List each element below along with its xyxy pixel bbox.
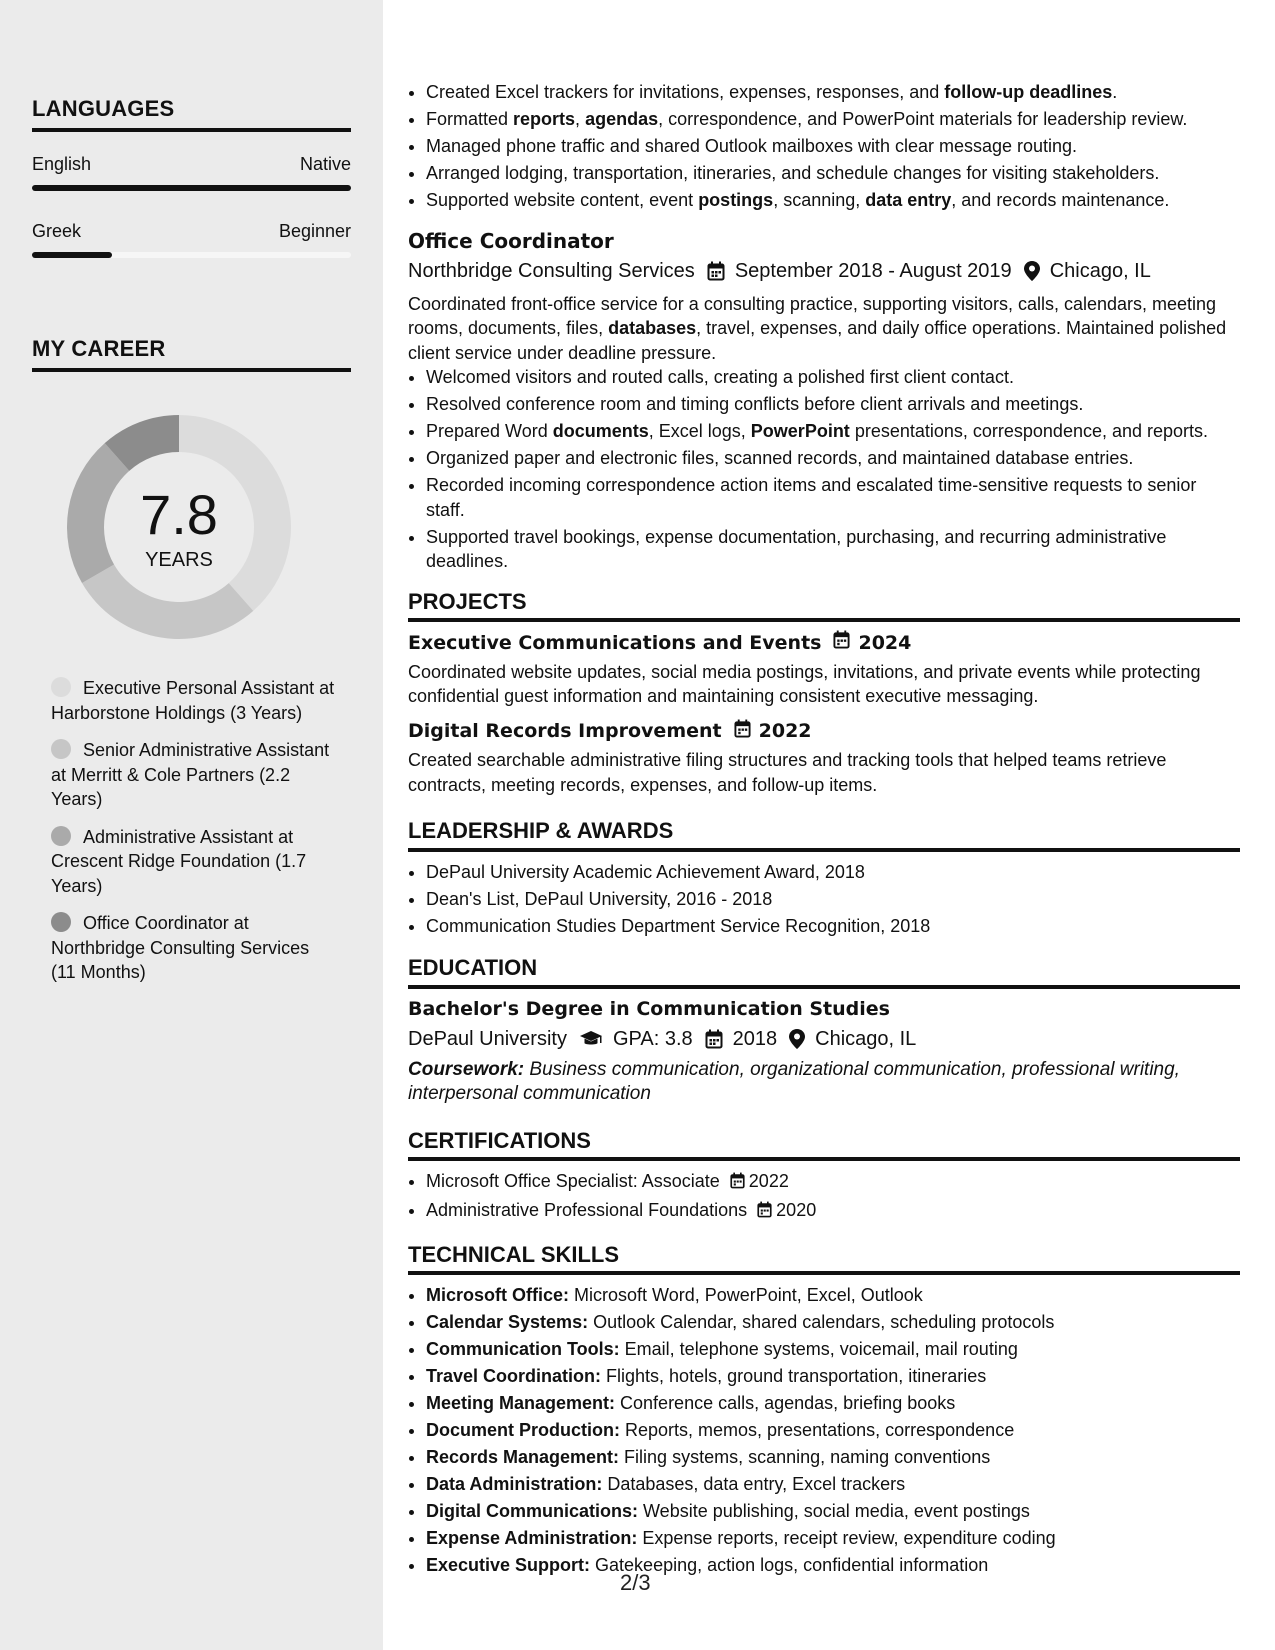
skill-item <box>426 1553 1240 1578</box>
calendar-icon <box>707 261 725 281</box>
language-item <box>32 221 351 258</box>
emphasis-text: postings <box>698 190 774 210</box>
skill-value: Reports, memos, presentations, correspondence <box>620 1420 1015 1440</box>
list-item <box>426 80 1240 105</box>
skill-value: Expense reports, receipt review, expenditure coding <box>637 1528 1056 1548</box>
skill-item <box>426 1364 1240 1389</box>
list-item <box>426 134 1240 159</box>
emphasis-text: databases <box>608 318 697 338</box>
text-run: Recorded incoming correspondence action items and escalated time-sensitive requests to senior staff. <box>426 475 1197 520</box>
list-item <box>426 365 1240 390</box>
skill-item <box>426 1337 1240 1362</box>
skill-label: Calendar Systems: <box>426 1312 589 1332</box>
skill-item <box>426 1472 1240 1497</box>
calendar-icon <box>833 630 850 656</box>
legend-item <box>51 825 336 899</box>
emphasis-text: agendas <box>585 109 659 129</box>
awards-heading: LEADERSHIP & AWARDS <box>408 819 1240 852</box>
legend-label: Senior Administrative Assistant at Merritt & Cole Partners (2.2 Years) <box>51 740 330 809</box>
education-heading: EDUCATION <box>408 956 1240 989</box>
career-section <box>32 336 351 372</box>
language-proficiency-fill <box>32 252 112 258</box>
legend-label: Office Coordinator at Northbridge Consulting Services (11 Months) <box>51 913 310 982</box>
calendar-icon <box>705 1029 723 1049</box>
graduation-cap-icon <box>579 1030 603 1048</box>
skill-label: Microsoft Office: <box>426 1285 570 1305</box>
skill-item <box>426 1418 1240 1443</box>
career-total-unit: YEARS <box>145 549 213 571</box>
career-donut-chart <box>67 415 291 639</box>
legend-dot <box>51 826 71 846</box>
job-dates: September 2018 - August 2019 <box>734 260 1012 282</box>
calendar-icon <box>730 1171 745 1196</box>
skill-value: Microsoft Word, PowerPoint, Excel, Outlook <box>569 1285 923 1305</box>
job-title: Office Coordinator <box>408 228 614 253</box>
certifications-list <box>408 1169 1240 1225</box>
certifications-heading: CERTIFICATIONS <box>408 1129 1240 1162</box>
skill-label: Travel Coordination: <box>426 1366 602 1386</box>
job-location: Chicago, IL <box>1049 260 1151 282</box>
legend-item <box>51 676 336 725</box>
skill-value: Website publishing, social media, event postings <box>638 1501 1030 1521</box>
previous-job-bullets <box>408 80 1240 213</box>
education-location: Chicago, IL <box>815 1028 917 1050</box>
emphasis-text: reports <box>513 109 576 129</box>
skill-value: Databases, data entry, Excel trackers <box>602 1474 906 1494</box>
list-item <box>426 107 1240 132</box>
map-pin-icon <box>789 1029 805 1049</box>
emphasis-text: documents <box>552 421 649 441</box>
skill-item <box>426 1391 1240 1416</box>
legend-dot <box>51 739 71 759</box>
education-coursework <box>408 1058 1240 1107</box>
certification-item <box>426 1198 1240 1225</box>
career-heading: MY CAREER <box>32 336 351 372</box>
text-run: , correspondence, and PowerPoint materials for leadership review. <box>658 109 1188 129</box>
job-company: Northbridge Consulting Services <box>408 260 695 282</box>
certification-item <box>426 1169 1240 1196</box>
skill-item <box>426 1445 1240 1470</box>
skill-label: Digital Communications: <box>426 1501 639 1521</box>
skill-value: Filing systems, scanning, naming conventions <box>619 1447 991 1467</box>
skill-label: Meeting Management: <box>426 1393 616 1413</box>
list-item <box>426 446 1240 471</box>
text-run: Coordinated front-office service for a consulting practice, supporting visitors, calls, calendars, meeting rooms, documents, files, <box>408 293 1217 338</box>
job-meta <box>408 259 1240 284</box>
project-title <box>408 630 1240 656</box>
legend-item <box>51 911 336 985</box>
legend-dot <box>51 912 71 932</box>
skill-label: Expense Administration: <box>426 1528 638 1548</box>
language-name: English <box>32 154 92 174</box>
text-run: Resolved conference room and timing conflicts before client arrivals and meetings. <box>426 394 1084 414</box>
skills-list <box>408 1283 1240 1578</box>
skill-item <box>426 1310 1240 1335</box>
skill-label: Executive Support: <box>426 1555 591 1575</box>
list-item <box>426 161 1240 186</box>
project-year: 2022 <box>758 720 812 742</box>
project-description: Coordinated website updates, social media postings, invitations, and private events while protecting confidential guest information and maintaining consistent executive messaging. <box>408 661 1201 706</box>
project-year: 2024 <box>858 631 912 654</box>
coursework-text: Business communication, organizational communication, professional writing, interpersonal communication <box>408 1058 1180 1104</box>
text-run: presentations, correspondence, and reports. <box>849 421 1209 441</box>
legend-dot <box>51 677 71 697</box>
language-level: Native <box>299 154 351 174</box>
calendar-icon <box>734 719 751 745</box>
certification-name: Microsoft Office Specialist: Associate <box>426 1171 720 1191</box>
text-run: , <box>575 109 586 129</box>
text-run: Welcomed visitors and routed calls, creating a polished first client contact. <box>426 367 1014 387</box>
project-title <box>408 719 1240 745</box>
skill-label: Communication Tools: <box>426 1339 620 1359</box>
project-name: Executive Communications and Events <box>408 631 822 654</box>
award-item: • Communication Studies Department Service Recognition, 2018 <box>426 914 1240 939</box>
text-run: Managed phone traffic and shared Outlook mailboxes with clear message routing. <box>426 136 1078 156</box>
projects-list <box>408 630 1240 797</box>
language-item <box>32 154 351 191</box>
emphasis-text: data entry <box>865 190 952 210</box>
skill-value: Gatekeeping, action logs, confidential information <box>590 1555 989 1575</box>
legend-label: Executive Personal Assistant at Harborstone Holdings (3 Years) <box>51 678 335 723</box>
skill-item <box>426 1526 1240 1551</box>
education-meta <box>408 1027 1240 1052</box>
text-run: , travel, expenses, and daily office operations. Maintained polished client service under deadline pressure. <box>408 318 1227 363</box>
language-proficiency-bar <box>32 252 351 258</box>
skill-label: Document Production: <box>426 1420 620 1440</box>
page-number: 2/3 <box>620 1570 651 1595</box>
job-summary <box>408 292 1240 366</box>
skill-item <box>426 1283 1240 1308</box>
emphasis-text: follow-up deadlines <box>944 82 1113 102</box>
language-name: Greek <box>32 221 82 241</box>
languages-section <box>32 96 351 258</box>
calendar-icon <box>757 1200 772 1225</box>
legend-label: Administrative Assistant at Crescent Ridge Foundation (1.7 Years) <box>51 826 307 896</box>
text-run: Supported travel bookings, expense documentation, purchasing, and recurring administrative deadlines. <box>426 526 1167 571</box>
text-run: Formatted <box>426 109 514 129</box>
list-item <box>426 188 1240 213</box>
text-run: Organized paper and electronic files, scanned records, and maintained database entries. <box>426 448 1134 468</box>
list-item <box>426 473 1240 522</box>
education-degree: Bachelor's Degree in Communication Studies <box>408 997 890 1020</box>
projects-heading: PROJECTS <box>408 590 1240 623</box>
award-item: • DePaul University Academic Achievement Award, 2018 <box>426 860 1240 885</box>
language-proficiency-bar <box>32 185 351 191</box>
career-legend <box>51 676 336 998</box>
main-content <box>408 80 1240 1580</box>
certification-name: Administrative Professional Foundations <box>426 1200 748 1220</box>
text-run: , scanning, <box>773 190 866 210</box>
award-item: • Dean's List, DePaul University, 2016 - 2018 <box>426 887 1240 912</box>
text-run: , Excel logs, <box>648 421 751 441</box>
text-run: Supported website content, event <box>426 190 699 210</box>
legend-item <box>51 738 336 812</box>
certification-year: 2020 <box>776 1200 817 1220</box>
skill-item <box>426 1499 1240 1524</box>
text-run: Created Excel trackers for invitations, expenses, responses, and <box>426 82 945 102</box>
project-name: Digital Records Improvement <box>408 720 722 742</box>
job-bullets <box>408 365 1240 574</box>
language-level: Beginner <box>278 221 351 241</box>
donut-center <box>67 415 291 639</box>
skills-heading: TECHNICAL SKILLS <box>408 1243 1240 1276</box>
skill-label: Data Administration: <box>426 1474 603 1494</box>
map-pin-icon <box>1024 261 1040 281</box>
sidebar <box>0 0 383 1650</box>
education-school: DePaul University <box>408 1028 567 1050</box>
list-item <box>426 419 1240 444</box>
skill-label: Records Management: <box>426 1447 620 1467</box>
language-proficiency-fill <box>32 185 351 191</box>
awards-list <box>408 860 1240 939</box>
skill-value: Email, telephone systems, voicemail, mail routing <box>619 1339 1018 1359</box>
certification-year: 2022 <box>748 1171 789 1191</box>
skill-value: Outlook Calendar, shared calendars, scheduling protocols <box>588 1312 1055 1332</box>
text-run: . <box>1112 82 1118 102</box>
project-description: Created searchable administrative filing structures and tracking tools that helped teams retrieve contracts, meeting records, expenses, and follow-up items. <box>408 750 1167 795</box>
career-total-years: 7.8 <box>140 483 218 546</box>
emphasis-text: PowerPoint <box>750 421 850 441</box>
skill-value: Conference calls, agendas, briefing books <box>615 1393 956 1413</box>
text-run: Arranged lodging, transportation, itineraries, and schedule changes for visiting stakeholders. <box>426 163 1160 183</box>
education-gpa: GPA: 3.8 <box>612 1028 693 1050</box>
coursework-label: Coursework: <box>408 1058 525 1080</box>
text-run: , and records maintenance. <box>951 190 1170 210</box>
education-year: 2018 <box>732 1028 778 1050</box>
skill-value: Flights, hotels, ground transportation, itineraries <box>601 1366 987 1386</box>
languages-heading: LANGUAGES <box>32 96 351 132</box>
list-item <box>426 525 1240 574</box>
text-run: Prepared Word <box>426 421 553 441</box>
list-item <box>426 392 1240 417</box>
